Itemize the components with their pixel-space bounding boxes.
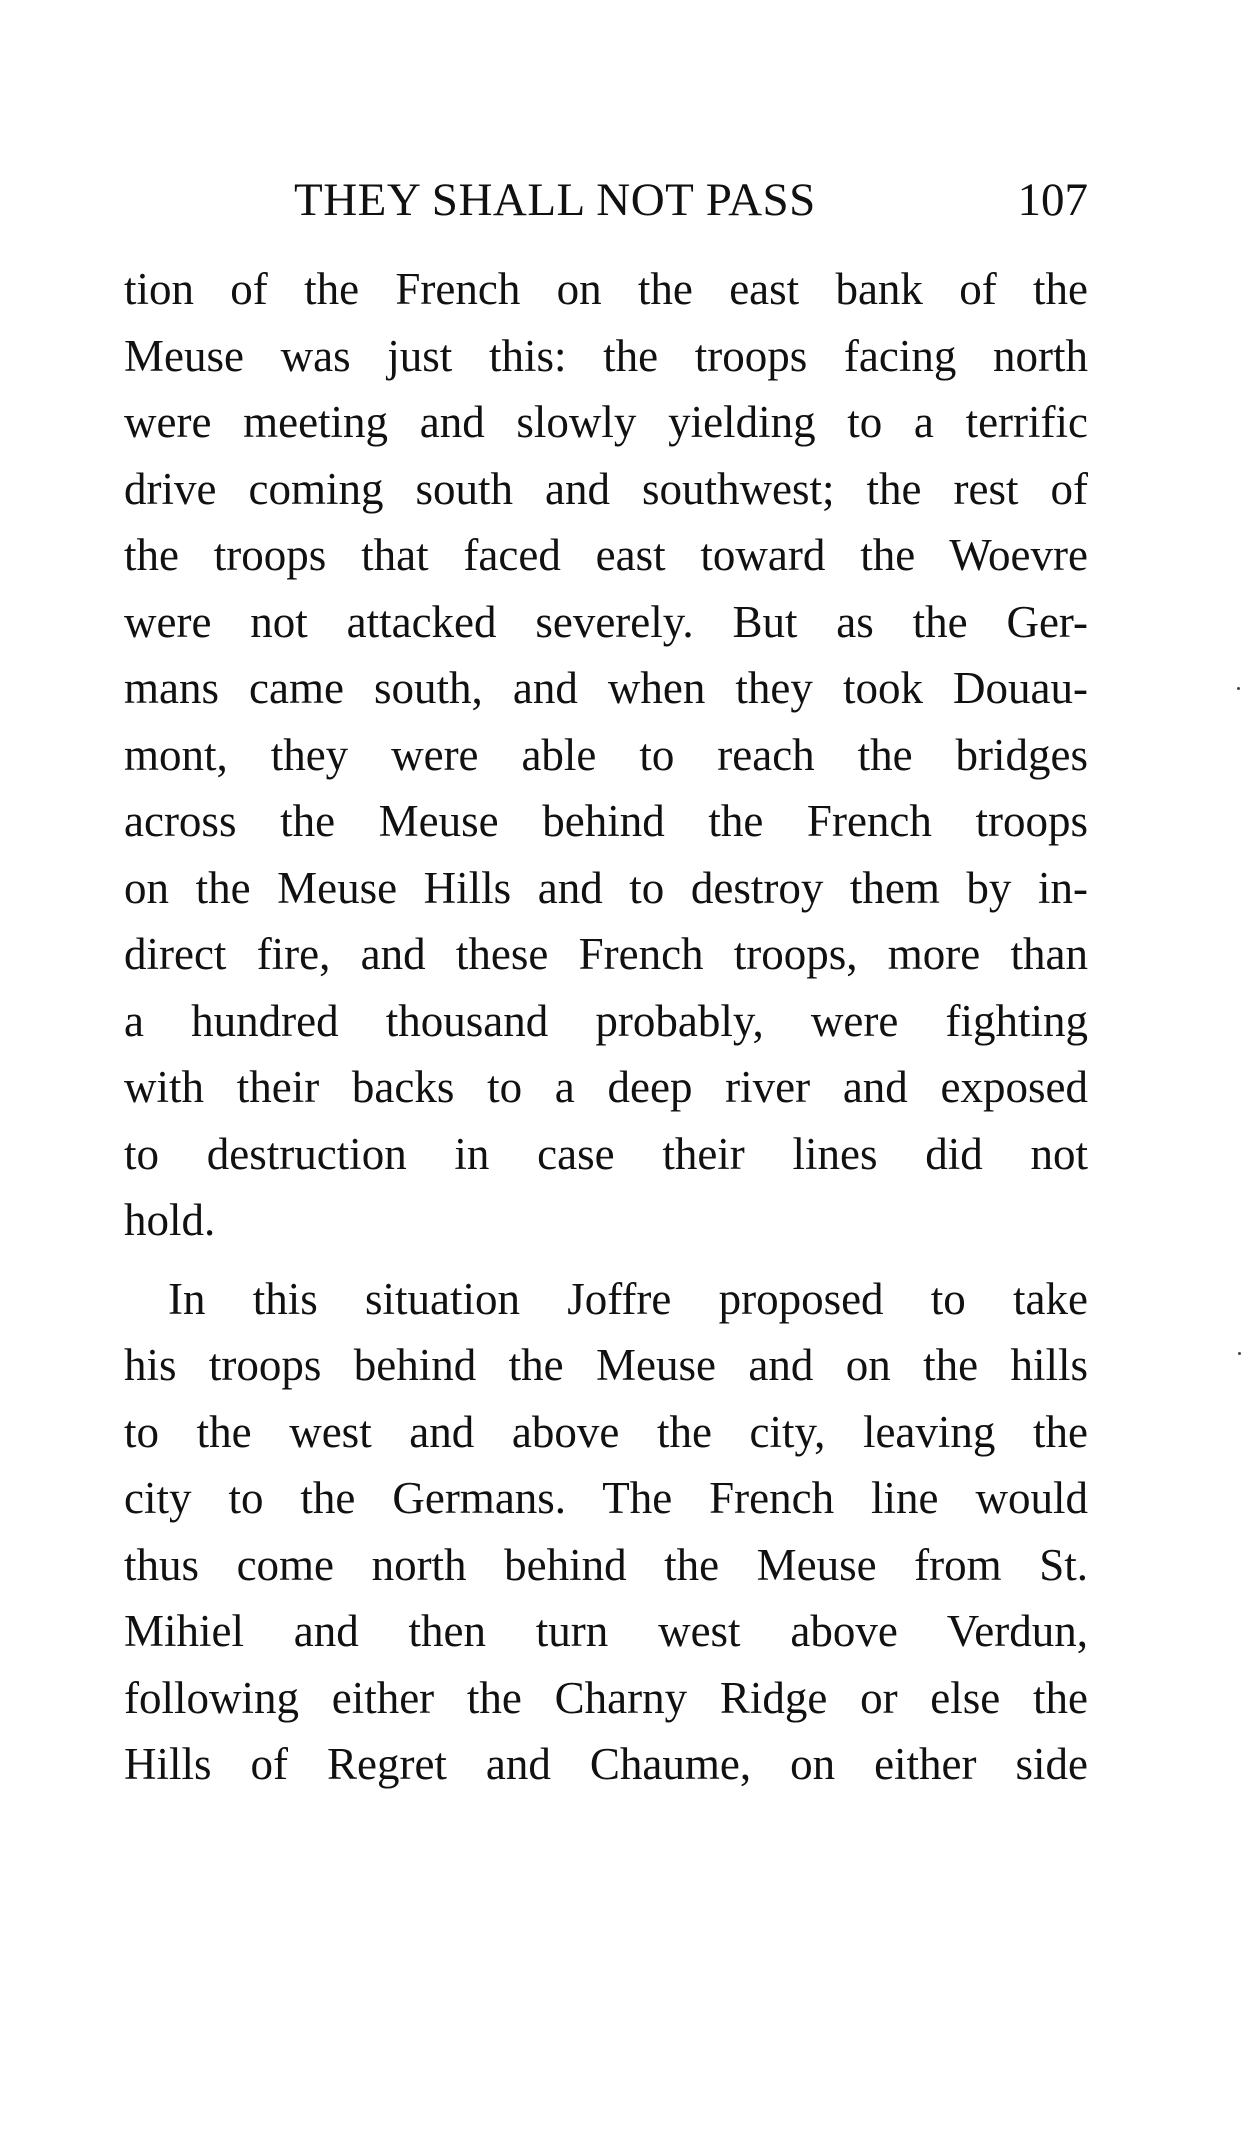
text-line: with their backs to a deep river and exposed xyxy=(124,1062,1088,1112)
text-line: tion of the French on the east bank of the xyxy=(124,264,1088,314)
scan-speck xyxy=(1238,1352,1241,1355)
text-line: the troops that faced east toward the Woevre xyxy=(124,530,1088,580)
page-number: 107 xyxy=(1017,174,1088,226)
text-line: city to the Germans. The French line would xyxy=(124,1473,1088,1523)
text-line: his troops behind the Meuse and on the hills xyxy=(124,1340,1088,1390)
text-line: to destruction in case their lines did not xyxy=(124,1128,1088,1179)
text-line: Mihiel and then turn west above Verdun, xyxy=(124,1606,1088,1656)
text-line: drive coming south and southwest; the rest of xyxy=(124,463,1088,514)
paragraph-gap xyxy=(124,1254,1088,1266)
text-line: to the west and above the city, leaving the xyxy=(124,1406,1088,1457)
text-line: thus come north behind the Meuse from St. xyxy=(124,1539,1088,1590)
text-line: on the Meuse Hills and to destroy them by in- xyxy=(124,862,1088,913)
page-header xyxy=(124,172,1088,228)
text-line: following either the Charny Ridge or else the xyxy=(124,1672,1088,1723)
text-line: were meeting and slowly yielding to a terrific xyxy=(124,397,1088,447)
text-line: Hills of Regret and Chaume, on either side xyxy=(124,1739,1088,1789)
paragraph-2 xyxy=(124,1266,1088,1798)
text-line: mont, they were able to reach the bridges xyxy=(124,729,1088,780)
text-line: In this situation Joffre proposed to take xyxy=(168,1273,1088,1324)
text-line: a hundred thousand probably, were fighting xyxy=(124,995,1088,1046)
text-line: were not attacked severely. But as the Ger- xyxy=(124,596,1088,647)
running-head: THEY SHALL NOT PASS xyxy=(294,174,816,226)
text-line: across the Meuse behind the French troops xyxy=(124,796,1088,846)
body-text xyxy=(124,256,1088,1798)
text-line: Meuse was just this: the troops facing north xyxy=(124,330,1088,381)
paragraph-1 xyxy=(124,256,1088,1254)
scan-speck xyxy=(1237,687,1240,690)
text-line: hold. xyxy=(124,1195,216,1245)
text-line: direct fire, and these French troops, more than xyxy=(124,929,1088,979)
text-line: mans came south, and when they took Douau- xyxy=(124,663,1088,713)
